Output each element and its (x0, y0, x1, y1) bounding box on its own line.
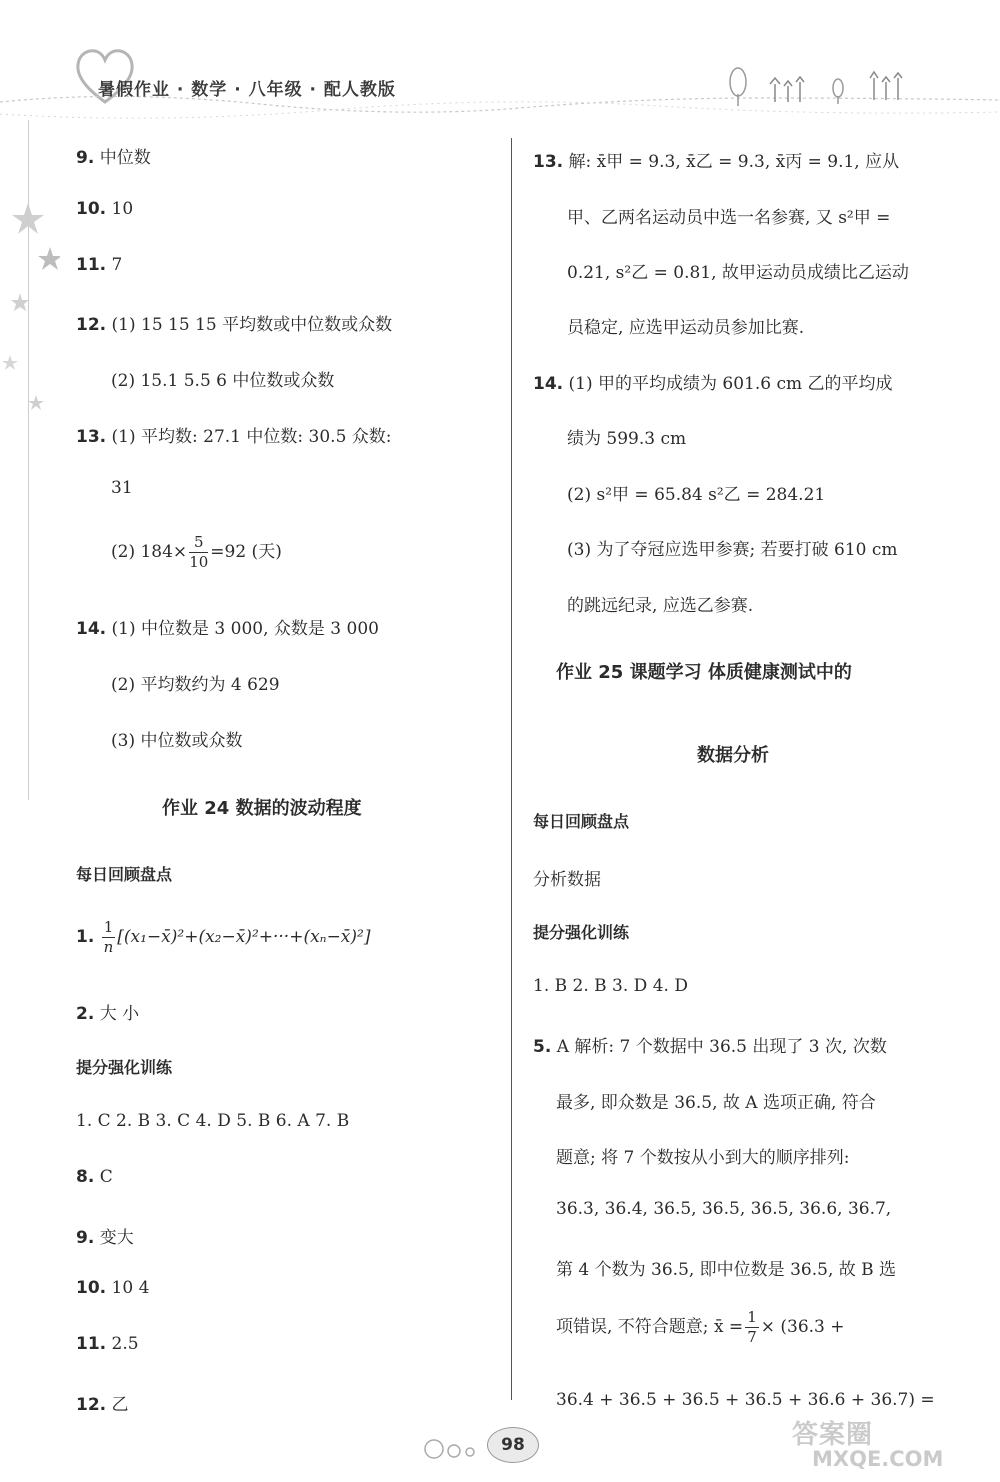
page-number: 98 (487, 1427, 539, 1463)
answer-13-part2: (2) 184× $\frac{5}{10}$ =92 (天) (111, 533, 282, 571)
subheading-training-right: 提分强化训练 (533, 923, 630, 942)
section-title-25: 作业 25 课题学习 体质健康测试中的 (556, 662, 852, 683)
tree-flower-icon (720, 64, 910, 108)
answer-10: 10. 10 (76, 199, 134, 219)
subheading-training: 提分强化训练 (76, 1058, 173, 1077)
subheading-review-right: 每日回顾盘点 (533, 812, 630, 831)
page-header (0, 0, 1000, 130)
answer-r13-line1: 13. 解: x̄甲 = 9.3, x̄乙 = 9.3, x̄丙 = 9.1, 应从 (533, 152, 900, 172)
answer-8: 8. C (76, 1167, 113, 1187)
column-divider (511, 138, 512, 1400)
answer-r5-line5: 第 4 个数为 36.5, 即中位数是 36.5, 故 B 选 (556, 1260, 897, 1280)
section-title-25-cont: 数据分析 (697, 745, 769, 766)
watermark-url: MXQE.COM (812, 1447, 944, 1471)
section-title-24: 作业 24 数据的波动程度 (162, 798, 362, 819)
answer-r13-line2: 甲、乙两名运动员中选一名参赛, 又 s²甲 = (567, 208, 891, 228)
fraction: $\frac{5}{10}$ (189, 533, 209, 571)
answer-r5-line2: 最多, 即众数是 36.5, 故 A 选项正确, 符合 (556, 1093, 876, 1113)
answer-12b: 12. 乙 (76, 1395, 129, 1415)
answers-multiple-choice: 1. C 2. B 3. C 4. D 5. B 6. A 7. B (76, 1111, 350, 1131)
answer-analyze-data: 分析数据 (533, 870, 601, 890)
watermark-logo: 答案圈 (792, 1420, 874, 1450)
answer-14-part1: 14. (1) 中位数是 3 000, 众数是 3 000 (76, 619, 379, 639)
answer-r14-line5: 的跳远纪录, 应选乙参赛. (567, 596, 754, 616)
fraction: $\frac{1}{n}$ (103, 918, 114, 956)
left-margin-rule (28, 120, 29, 800)
answer-r5-line3: 题意; 将 7 个数按从小到大的顺序排列: (556, 1148, 850, 1168)
answer-1-formula: 1. $\frac{1}{n}$ [(x₁−x̄)²+(x₂−x̄)²+···+(xₙ−x̄)²] (76, 918, 371, 956)
answer-13-part1-cont: 31 (111, 478, 133, 498)
answer-11b: 11. 2.5 (76, 1334, 139, 1354)
answer-r5-line1: 5. A 解析: 7 个数据中 36.5 出现了 3 次, 次数 (533, 1037, 887, 1057)
bubbles-decoration-icon (420, 1434, 490, 1464)
fraction: $\frac{1}{7}$ (747, 1308, 757, 1346)
header-title: 暑假作业 · 数学 · 八年级 · 配人教版 (98, 80, 396, 100)
answer-9b: 9. 变大 (76, 1228, 134, 1248)
subheading-review: 每日回顾盘点 (76, 865, 173, 884)
answer-13-part1: 13. (1) 平均数: 27.1 中位数: 30.5 众数: (76, 427, 392, 447)
answers-multiple-choice-right: 1. B 2. B 3. D 4. D (533, 976, 688, 996)
answer-2: 2. 大 小 (76, 1004, 140, 1024)
answer-r14-line3: (2) s²甲 = 65.84 s²乙 = 284.21 (567, 485, 826, 505)
answer-r5-line7: 36.4 + 36.5 + 36.5 + 36.5 + 36.6 + 36.7) = (556, 1390, 935, 1410)
answer-9: 9. 中位数 (76, 148, 151, 168)
answer-r14-line2: 绩为 599.3 cm (567, 429, 687, 449)
answer-14-part3: (3) 中位数或众数 (111, 731, 243, 751)
answer-14-part2: (2) 平均数约为 4 629 (111, 675, 280, 695)
answer-12-part2: (2) 15.1 5.5 6 中位数或众数 (111, 371, 335, 391)
answer-r14-line1: 14. (1) 甲的平均成绩为 601.6 cm 乙的平均成 (533, 374, 893, 394)
answer-r13-line3: 0.21, s²乙 = 0.81, 故甲运动员成绩比乙运动 (567, 263, 909, 283)
answer-11: 11. 7 (76, 255, 123, 275)
answer-r14-line4: (3) 为了夺冠应选甲参赛; 若要打破 610 cm (567, 540, 898, 560)
answer-12-part1: 12. (1) 15 15 15 平均数或中位数或众数 (76, 315, 393, 335)
answer-r5-line4: 36.3, 36.4, 36.5, 36.5, 36.5, 36.6, 36.7, (556, 1199, 892, 1219)
answer-r13-line4: 员稳定, 应选甲运动员参加比赛. (567, 318, 805, 338)
answer-10b: 10. 10 4 (76, 1278, 150, 1298)
answer-r5-line6: 项错误, 不符合题意; x̄ = $\frac{1}{7}$ × (36.3 + (556, 1308, 845, 1346)
stars-decoration-icon (0, 195, 60, 425)
